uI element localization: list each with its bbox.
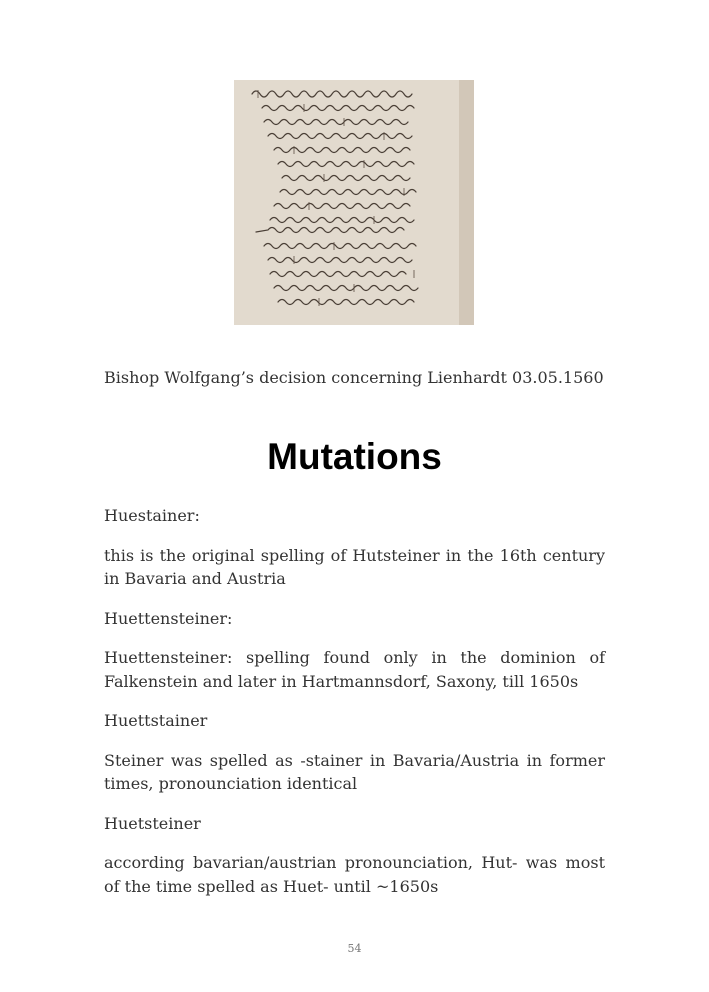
paragraph: this is the original spelling of Hutsteiner in the 16th century in Bavaria and Austria: [104, 545, 605, 588]
page-number: 54: [347, 942, 362, 955]
paragraph: Huestainer:: [104, 506, 200, 525]
paragraph: Steiner was spelled as -stainer in Bavaria/Austria in former times, pronounciation identical: [104, 750, 605, 793]
paragraph: according bavarian/austrian pronounciation, Hut- was most of the time spelled as Huet- until ~1650s: [104, 853, 605, 896]
paragraph: Huettensteiner: spelling found only in the dominion of Falkenstein and later in Hartmannsdorf, Saxony, till 1650s: [104, 648, 605, 691]
paragraph: Huettstainer: [104, 711, 208, 730]
paragraph: Huetsteiner: [104, 813, 201, 833]
body-text: [104, 504, 605, 914]
section-heading: Mutations: [267, 436, 442, 477]
manuscript-image: [234, 80, 474, 325]
figure-caption: Bishop Wolfgang’s decision concerning Lienhardt 03.05.1560: [104, 368, 604, 387]
handwriting-drawing: [234, 80, 474, 325]
paragraph: Huettensteiner:: [104, 608, 233, 628]
